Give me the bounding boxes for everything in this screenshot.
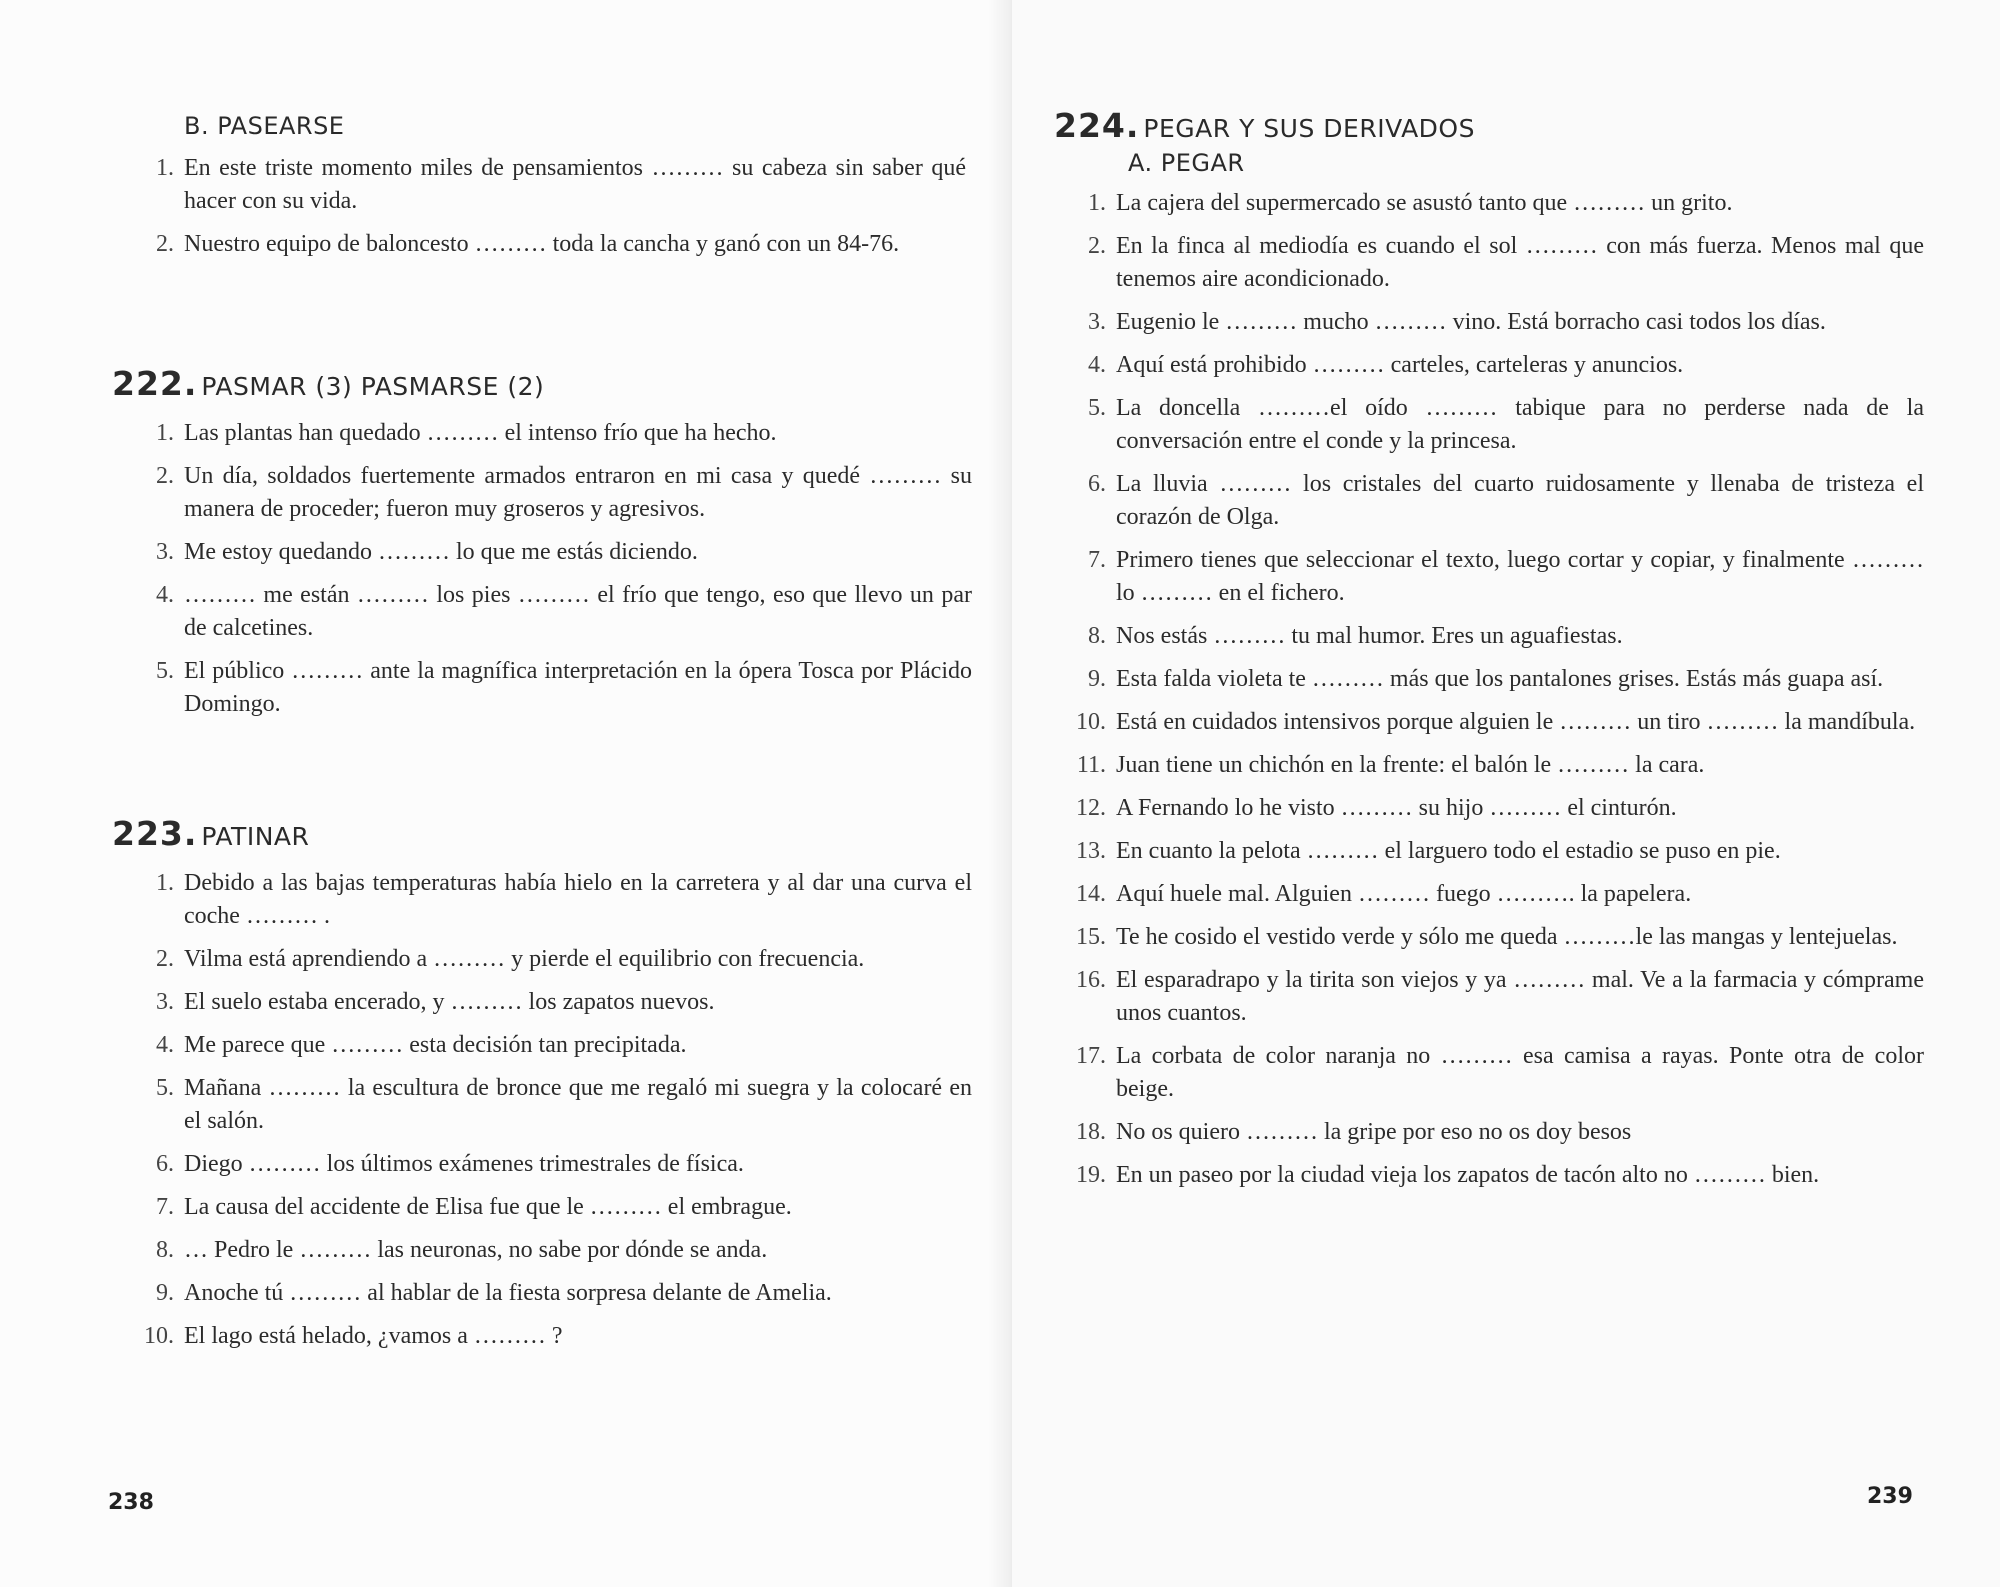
exercise-item [1074, 878, 1924, 911]
section-number: 224. [1054, 106, 1140, 145]
item-number: 2. [156, 463, 174, 489]
item-number: 7. [156, 1194, 174, 1220]
item-text: … Pedro le ……… las neuronas, no sabe por dónde se anda. [184, 1237, 768, 1263]
item-number: 16. [1076, 967, 1106, 993]
item-text: Nos estás ……… tu mal humor. Eres un aguafiestas. [1116, 623, 1623, 649]
item-text: El público ……… ante la magnífica interpretación en la ópera Tosca por Plácido Domingo. [184, 658, 972, 717]
section-heading [112, 364, 972, 403]
item-number: 2. [156, 231, 174, 257]
section-number: 222. [112, 364, 198, 403]
item-text: Primero tienes que seleccionar el texto, luego cortar y copiar, y finalmente ………lo ……… en el fichero. [1116, 547, 1924, 606]
exercise-item [142, 1277, 972, 1310]
exercise-item [142, 943, 972, 976]
item-number: 3. [1088, 309, 1106, 335]
exercise-item [1074, 306, 1924, 339]
item-number: 15. [1076, 924, 1106, 950]
item-text: Las plantas han quedado ……… el intenso frío que ha hecho. [184, 420, 777, 446]
item-text: Juan tiene un chichón en la frente: el balón le ……… la cara. [1116, 752, 1705, 778]
exercise-item [142, 1191, 972, 1224]
exercise-item [142, 460, 972, 526]
exercise-item [142, 579, 972, 645]
exercise-item [142, 1148, 972, 1181]
item-text: Nuestro equipo de baloncesto ……… toda la cancha y ganó con un 84-76. [184, 231, 900, 257]
item-text: Me estoy quedando ……… lo que me estás diciendo. [184, 539, 698, 565]
exercise-item [1074, 392, 1924, 458]
section-title: PATINAR [201, 822, 310, 851]
exercise-list [1074, 187, 1924, 1192]
exercise-list [142, 152, 966, 261]
item-text: Me parece que ……… esta decisión tan precipitada. [184, 1032, 687, 1058]
item-text: Un día, soldados fuertemente armados entraron en mi casa y quedé ……… su manera de proceder; fueron muy groseros y agresivos. [184, 463, 972, 522]
exercise-item [1074, 663, 1924, 696]
section-222 [112, 364, 972, 731]
item-number: 2. [1088, 233, 1106, 259]
item-text: Vilma está aprendiendo a ……… y pierde el equilibrio con frecuencia. [184, 946, 865, 972]
exercise-item [142, 152, 966, 218]
item-text: Anoche tú ……… al hablar de la fiesta sorpresa delante de Amelia. [184, 1280, 832, 1306]
item-text: La doncella ………el oído ……… tabique para no perderse nada de la conversación entre el conde y la princesa. [1116, 395, 1924, 454]
page-number: 239 [1867, 1484, 1913, 1509]
exercise-item [142, 655, 972, 721]
exercise-item [142, 228, 966, 261]
exercise-item [1074, 964, 1924, 1030]
exercise-item [142, 1029, 972, 1062]
exercise-item [1074, 1159, 1924, 1192]
item-text: El lago está helado, ¿vamos a ……… ? [184, 1323, 563, 1349]
exercise-item [142, 986, 972, 1019]
item-number: 10. [144, 1323, 174, 1349]
item-number: 4. [1088, 352, 1106, 378]
section-title: B. PASEARSE [184, 112, 345, 140]
exercise-item [142, 867, 972, 933]
item-text: Aquí huele mal. Alguien ……… fuego ………. la papelera. [1116, 881, 1692, 907]
exercise-item [1074, 620, 1924, 653]
item-number: 5. [1088, 395, 1106, 421]
section-heading [112, 814, 972, 853]
exercise-list [142, 417, 972, 721]
section-224 [1054, 106, 1924, 1202]
item-text: Diego ……… los últimos exámenes trimestrales de física. [184, 1151, 744, 1177]
section-title: PEGAR Y SUS DERIVADOS [1143, 114, 1475, 143]
item-text: En la finca al mediodía es cuando el sol ……… con más fuerza. Menos mal que tenemos aire acondicionado. [1116, 233, 1924, 292]
item-number: 7. [1088, 547, 1106, 573]
item-text: A Fernando lo he visto ……… su hijo ……… el cinturón. [1116, 795, 1677, 821]
exercise-item [1074, 749, 1924, 782]
exercise-item [1074, 706, 1924, 739]
right-page [1012, 0, 2000, 1587]
item-number: 3. [156, 539, 174, 565]
item-number: 14. [1076, 881, 1106, 907]
item-text: La lluvia ……… los cristales del cuarto ruidosamente y llenaba de tristeza el corazón de Olga. [1116, 471, 1924, 530]
section-pasearse [156, 112, 966, 271]
section-subtitle: A. PEGAR [1128, 149, 1245, 177]
exercise-item [1074, 187, 1924, 220]
exercise-item [142, 536, 972, 569]
item-number: 8. [1088, 623, 1106, 649]
exercise-item [1074, 835, 1924, 868]
item-text: Te he cosido el vestido verde y sólo me queda ………le las mangas y lentejuelas. [1116, 924, 1898, 950]
section-heading [1054, 106, 1924, 145]
exercise-list [142, 867, 972, 1353]
exercise-item [142, 417, 972, 450]
item-text: En cuanto la pelota ……… el larguero todo el estadio se puso en pie. [1116, 838, 1781, 864]
exercise-item [1074, 921, 1924, 954]
item-number: 5. [156, 658, 174, 684]
item-text: Aquí está prohibido ……… carteles, carteleras y anuncios. [1116, 352, 1684, 378]
item-number: 6. [156, 1151, 174, 1177]
item-number: 4. [156, 1032, 174, 1058]
exercise-item [142, 1234, 972, 1267]
item-text: La cajera del supermercado se asustó tanto que ……… un grito. [1116, 190, 1733, 216]
item-number: 17. [1076, 1043, 1106, 1069]
exercise-item [142, 1320, 972, 1353]
item-text: Debido a las bajas temperaturas había hielo en la carretera y al dar una curva el coche ……… . [184, 870, 972, 929]
item-text: La corbata de color naranja no ……… esa camisa a rayas. Ponte otra de color beige. [1116, 1043, 1924, 1102]
item-text: Está en cuidados intensivos porque alguien le ……… un tiro ……… la mandíbula. [1116, 709, 1916, 735]
item-number: 19. [1076, 1162, 1106, 1188]
item-text: El suelo estaba encerado, y ……… los zapatos nuevos. [184, 989, 715, 1015]
item-number: 9. [1088, 666, 1106, 692]
item-number: 1. [1088, 190, 1106, 216]
item-text: La causa del accidente de Elisa fue que le ……… el embrague. [184, 1194, 792, 1220]
item-number: 13. [1076, 838, 1106, 864]
section-title: PASMAR (3) PASMARSE (2) [201, 372, 545, 401]
item-number: 2. [156, 946, 174, 972]
item-text: Mañana ……… la escultura de bronce que me regaló mi suegra y la colocaré en el salón. [184, 1075, 972, 1134]
exercise-item [1074, 1116, 1924, 1149]
page-number: 238 [108, 1490, 154, 1515]
item-text: Esta falda violeta te ……… más que los pantalones grises. Estás más guapa así. [1116, 666, 1884, 692]
item-number: 1. [156, 420, 174, 446]
item-text: En este triste momento miles de pensamientos ……… su cabeza sin saber qué hacer con su vida. [184, 155, 966, 214]
item-text: En un paseo por la ciudad vieja los zapatos de tacón alto no ……… bien. [1116, 1162, 1820, 1188]
exercise-item [1074, 544, 1924, 610]
section-number: 223. [112, 814, 198, 853]
item-text: ……… me están ……… los pies ……… el frío que tengo, eso que llevo un par de calcetines. [184, 582, 972, 641]
item-text: Eugenio le ……… mucho ……… vino. Está borracho casi todos los días. [1116, 309, 1826, 335]
item-number: 1. [156, 155, 174, 181]
exercise-item [1074, 230, 1924, 296]
item-number: 18. [1076, 1119, 1106, 1145]
item-number: 8. [156, 1237, 174, 1263]
item-number: 11. [1076, 752, 1106, 778]
item-number: 1. [156, 870, 174, 896]
item-text: El esparadrapo y la tirita son viejos y ya ……… mal. Ve a la farmacia y cómprame unos cuantos. [1116, 967, 1924, 1026]
item-number: 9. [156, 1280, 174, 1306]
exercise-item [1074, 349, 1924, 382]
item-number: 10. [1076, 709, 1106, 735]
section-223 [112, 814, 972, 1363]
exercise-item [1074, 468, 1924, 534]
item-number: 6. [1088, 471, 1106, 497]
item-number: 3. [156, 989, 174, 1015]
exercise-item [1074, 792, 1924, 825]
item-number: 4. [156, 582, 174, 608]
item-number: 12. [1076, 795, 1106, 821]
exercise-item [142, 1072, 972, 1138]
item-text: No os quiero ……… la gripe por eso no os doy besos [1116, 1119, 1632, 1145]
exercise-item [1074, 1040, 1924, 1106]
item-number: 5. [156, 1075, 174, 1101]
